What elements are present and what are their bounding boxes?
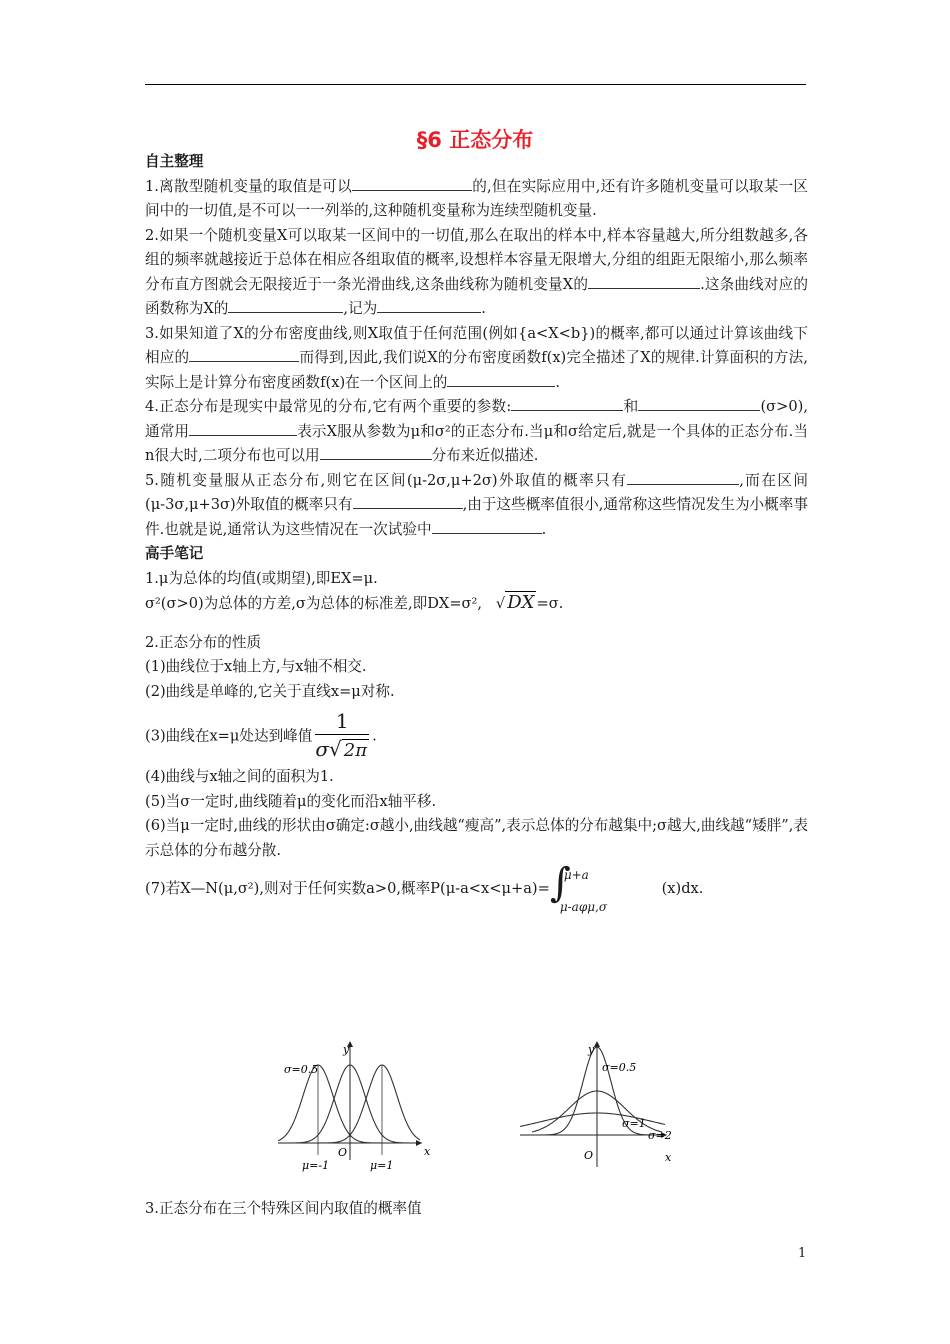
- item-3: [145, 322, 808, 396]
- text: ,由于这些概率值很小,通常称这些情况发生为小概率事件.也就是说,通常认为这些情况在一次试验中: [145, 496, 808, 538]
- fill-blank: [527, 371, 555, 387]
- text: 5.随机变量服从正态分布,则它在区间(μ-2σ,μ+2σ)外取值的概率只有: [145, 471, 628, 489]
- fill-blank: [447, 371, 527, 387]
- text: .: [481, 300, 486, 317]
- fill-blank: [353, 493, 463, 509]
- page-number: 1: [798, 1246, 807, 1261]
- text: 4.正态分布是现实中最常见的分布,它有两个重要的参数:: [145, 398, 512, 415]
- text: σ²(σ>0)为总体的方差,σ为总体的标准差,即DX=σ²,: [145, 595, 482, 612]
- fill-blank: [746, 395, 760, 411]
- peak-fraction: [315, 708, 369, 765]
- denominator: σ√ 2π: [315, 737, 368, 761]
- item-4: [145, 395, 808, 469]
- item-5: [145, 469, 808, 543]
- fig1-y-label: y: [343, 1043, 350, 1056]
- fig2-x-label: x: [665, 1151, 672, 1164]
- text: (x)dx.: [661, 880, 704, 897]
- fig2-origin-label: O: [584, 1149, 594, 1162]
- item-1: [145, 175, 808, 224]
- note-2-1: (1)曲线位于x轴上方,与x轴不相交.: [145, 658, 367, 675]
- text: =σ.: [536, 595, 564, 612]
- fig1-mu-pos-label: μ=1: [370, 1159, 394, 1172]
- fill-blank: [320, 444, 432, 460]
- fill-blank: [588, 273, 700, 289]
- fill-blank: [627, 469, 739, 485]
- sigma: σ: [315, 737, 330, 761]
- fig1-x-label: x: [424, 1145, 431, 1158]
- section-heading-notes: 高手笔记: [145, 545, 204, 562]
- fig1-sigma-label: σ=0.5: [284, 1063, 319, 1076]
- note-2-3: [145, 708, 808, 765]
- note-1b: σ²(σ>0)为总体的方差,σ为总体的标准差,即DX=σ², √ DX =σ.: [145, 592, 564, 613]
- text: 3.如果知道了X的分布密度曲线,则X取值于任何范围(例如{a<X<b})的概率,都可以通过计算该曲线下相应的: [145, 324, 808, 366]
- page-title: §6 正态分布: [416, 128, 534, 152]
- fill-blank: [432, 518, 542, 534]
- fill-blank: [189, 420, 297, 436]
- note-2-4: (4)曲线与x轴之间的面积为1.: [145, 768, 334, 785]
- fill-blank: [228, 297, 343, 313]
- text: 表示X服从参数为μ和σ²的正态分布.当μ和σ给定后,就是一个具体的正态分布.当n很大时,二项分布也可以用: [145, 422, 808, 464]
- text: ,记为: [343, 300, 378, 317]
- figure-shifted-curves: [278, 1041, 431, 1172]
- section-heading-self-study: 自主整理: [145, 153, 204, 170]
- note-1a: 1.μ为总体的均值(或期望),即EX=μ.: [145, 569, 378, 587]
- fig2-y-label: y: [588, 1043, 595, 1056]
- fig1-mu-neg-label: μ=-1: [302, 1159, 330, 1172]
- fill-blank: [638, 395, 746, 411]
- sqrt-dx: DX: [507, 592, 535, 613]
- note-2-6: (6)当μ一定时,曲线的形状由σ确定:σ越小,曲线越“瘦高”,表示总体的分布越集中;σ越大,曲线越“矮胖”,表示总体的分布越分散.: [145, 817, 808, 859]
- note-2-7: [145, 860, 808, 914]
- header-rule: [145, 84, 806, 85]
- text: .: [541, 520, 547, 538]
- text: 分布来近似描述.: [431, 447, 539, 464]
- item-2: [145, 224, 808, 322]
- integral-lower: μ-aφμ,σ: [559, 900, 608, 914]
- fig2-sigma-1-label: σ=1: [622, 1117, 646, 1130]
- fig1-origin-label: O: [338, 1146, 348, 1159]
- text: .: [555, 373, 560, 391]
- text: 而得到,因此,我们说X的分布密度函数f(x)完全描述了X的规律.计算面积的方法,实际上是计算分布密度函数f(x)在一个区间上的: [145, 349, 808, 391]
- text: .: [372, 727, 377, 745]
- note-2: 2.正态分布的性质: [145, 633, 262, 651]
- text: 1.离散型随机变量的取值是可以: [145, 177, 352, 195]
- text: 的,但在实际应用中,还有许多随机变量可以取某一区间中的一切值,是不可以一一列举的,这种随机变量称为连续型随机变量.: [145, 177, 808, 219]
- text: 2.如果一个随机变量X可以取某一区间中的一切值,那么在取出的样本中,样本容量越大,所分组数越多,各组的频率就越接近于总体在相应各组取值的概率,设想样本容量无限增大,分组的组距无限缩小,那么频率分布直方图就会无限接近于一条光滑曲线,这条曲线称为随机变量X的: [145, 226, 808, 293]
- figure-sigma-curves: [520, 1041, 672, 1167]
- fill-blank: [463, 297, 481, 313]
- fill-blank: [511, 395, 623, 411]
- note-2-2: (2)曲线是单峰的,它关于直线x=μ对称.: [145, 682, 395, 700]
- normal-curve-figures: [270, 1035, 690, 1175]
- fill-blank: [352, 175, 472, 191]
- text: 和: [623, 398, 639, 415]
- fill-blank: [189, 346, 299, 362]
- text: (σ>0),通常用: [145, 398, 808, 440]
- note-2-5: (5)当σ一定时,曲线随着μ的变化而沿x轴平移.: [145, 792, 437, 810]
- document-body: [145, 150, 809, 914]
- text: (7)若X—N(μ,σ²),则对于任何实数a>0,概率P(μ-a<x<μ+a)=: [145, 880, 550, 897]
- fig2-sigma-05-label: σ=0.5: [602, 1061, 637, 1074]
- integral-sign: ∫ μ+a μ-aφμ,σ: [550, 869, 620, 909]
- fig2-sigma-2-label: σ=2: [648, 1129, 672, 1142]
- integral-upper: μ+a: [563, 868, 589, 882]
- fill-blank: [377, 297, 463, 313]
- text: (3)曲线在x=μ处达到峰值: [145, 727, 313, 745]
- note-3: 3.正态分布在三个特殊区间内取值的概率值: [145, 1200, 422, 1217]
- text: .这条曲线对应的函数称为X的: [145, 275, 809, 317]
- numerator: 1: [315, 708, 369, 735]
- text: ,而在区间(μ-3σ,μ+3σ)外取值的概率只有: [145, 471, 808, 513]
- sqrt-2pi: 2π: [343, 740, 368, 761]
